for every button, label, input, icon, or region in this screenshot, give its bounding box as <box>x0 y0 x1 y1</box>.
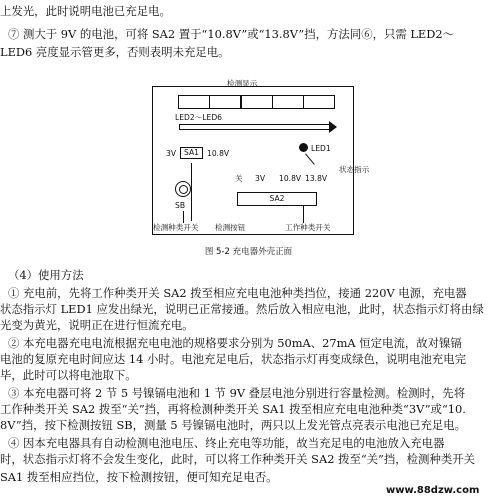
text-line: LED6 亮度显示管更多，否则表明未充足电。 <box>0 45 230 59</box>
text-line: ② 本充电器充电电流根据充电电池的规格要求分别为 50mA、27mA 恒定电流，故对镍镉 <box>8 336 462 350</box>
lcd-segment <box>303 95 335 109</box>
text-line: 8V”挡，按下检测按钮 SB，测量 5 号镍镉电池时，两只以上发光管点亮表示电池已充足电。 <box>0 418 467 432</box>
text-line: 毕，此时可以将电池取下。 <box>0 368 137 382</box>
text-line: 状态指示灯 LED1 应发出绿光，说明已正常接通。然后放入相应电池，此时，状态指示灯将由绿 <box>0 302 484 316</box>
detect-button-label: 检测按钮 <box>215 223 246 232</box>
led1-indicator <box>299 143 308 152</box>
text-line: 工作种类开关 SA2 拨至“关”挡，再将检测种类开关 SA1 拨至相应充电电池种类“3V”或“10. <box>0 402 466 416</box>
sa1-3v-label: 3V <box>166 149 177 158</box>
watermark-text: www.88dzw.com <box>386 485 480 496</box>
text-line: ① 充电前，先将工作种类开关 SA2 拨至相应充电电池种类挡位，接通 220V 电源，充电器 <box>8 286 467 300</box>
sa2-switch: SA2 <box>237 192 317 206</box>
lcd-segment <box>209 95 241 109</box>
charger-front-panel-figure <box>152 79 370 235</box>
text-line: 电池的复原充电时间应达 14 小时。电池充足电后，状态指示灯再变成绿色，说明电池充电完 <box>0 352 466 366</box>
text-line: ⑦ 测大于 9V 的电池，可将 SA2 置于“10.8V”或“13.8V”挡，方法同⑥，只需 LED2～ <box>8 27 455 41</box>
sa1-switch: SA1 <box>180 147 203 159</box>
led-bar-arrow <box>179 124 329 130</box>
leader-line <box>183 211 184 223</box>
text-line: 光变为黄光，说明正在进行恒流充电。 <box>0 318 194 332</box>
sb-label: SB <box>175 201 186 210</box>
section-title: （4）使用方法 <box>8 268 84 282</box>
lcd-display-row <box>178 95 334 109</box>
text-line: SA1 拨至相应挡位，按下检测按钮，便可知充足电否。 <box>0 470 278 484</box>
led1-label: LED1 <box>311 144 331 153</box>
sa2-off-label: 关 <box>235 174 243 183</box>
status-indicator-label: 状态指示 <box>339 165 370 174</box>
sb-button <box>175 181 191 197</box>
lcd-label: 检测显示 <box>227 79 258 88</box>
text-line: 上发光，此时说明电池已充足电。 <box>0 4 171 18</box>
detect-type-switch-label: 检测种类开关 <box>153 223 199 232</box>
sa1-10v-label: 10.8V <box>207 149 230 158</box>
figure-caption: 图 5-2 充电器外壳正面 <box>204 247 293 257</box>
lcd-segment <box>272 95 304 109</box>
text-line: ③ 本充电器可将 2 节 5 号镍镉电池和 1 节 9V 叠层电池分别进行容量检测。检测时，先将 <box>8 386 466 400</box>
text-line: 时，状态指示灯将不会发生变化，此时，可以将工作种类开关 SA2 拨至“关”挡，检测种类开关 <box>0 452 476 466</box>
leader-line <box>305 153 315 164</box>
sa2-138-label: 13.8V <box>305 174 328 183</box>
leader-line <box>191 163 192 221</box>
leader-line <box>303 206 304 223</box>
lcd-segment <box>178 95 210 109</box>
sa2-108-label: 10.8V <box>279 174 302 183</box>
sa2-3v-label: 3V <box>255 174 266 183</box>
led-range-label: LED2～LED6 <box>175 113 223 122</box>
text-line: ④ 因本充电器具有自动检测电池电压、终止充电等功能，故当充足电的电池放入充电器 <box>8 436 445 450</box>
work-type-switch-label: 工作种类开关 <box>285 223 331 232</box>
lcd-segment <box>240 95 272 109</box>
